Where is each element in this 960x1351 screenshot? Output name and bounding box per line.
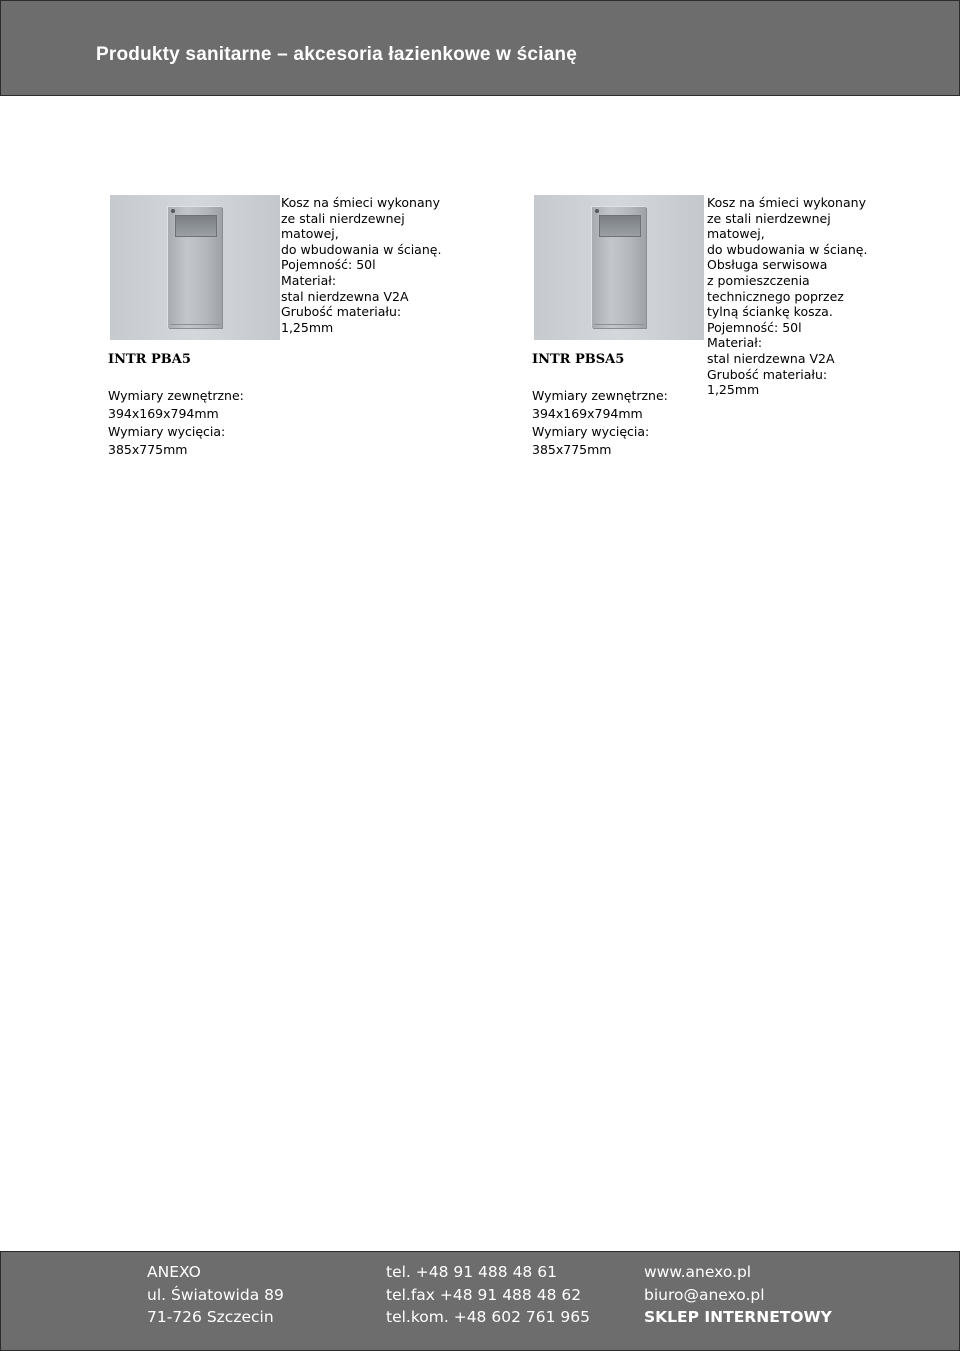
website-link[interactable]: www.anexo.pl bbox=[644, 1263, 752, 1281]
bin-opening bbox=[175, 215, 217, 237]
product-image-intr-pbsa5 bbox=[534, 195, 704, 340]
page-header bbox=[0, 0, 960, 96]
footer-web bbox=[644, 1261, 832, 1329]
product-code: INTR PBSA5 bbox=[532, 352, 625, 367]
page-title: Produkty sanitarne – akcesoria łazienkowe w ścianę bbox=[96, 44, 577, 65]
product-description-intr-pbsa5: Kosz na śmieci wykonany ze stali nierdzewnej matowej, do wbudowania w ścianę. Obsługa serwisowa z pomieszczenia technicznego poprzez tylną ściankę kosza. Pojemność: 50l Materiał: stal nierdzewna V2A Grubość materiału: 1,25mm bbox=[707, 195, 868, 398]
lock-icon bbox=[595, 209, 599, 213]
online-shop-link[interactable]: SKLEP INTERNETOWY bbox=[644, 1308, 832, 1326]
email-link[interactable]: biuro@anexo.pl bbox=[644, 1285, 765, 1304]
page-footer bbox=[0, 1251, 960, 1351]
product-description-intr-pba5: Kosz na śmieci wykonany ze stali nierdzewnej matowej, do wbudowania w ścianę. Pojemność: 50l Materiał: stal nierdzewna V2A Grubość materiału: 1,25mm bbox=[281, 195, 442, 335]
waste-bin-icon bbox=[168, 207, 222, 328]
footer-address: ANEXO ul. Światowida 89 71-726 Szczecin bbox=[147, 1263, 284, 1326]
product-code: INTR PBA5 bbox=[108, 352, 191, 367]
waste-bin-icon bbox=[592, 207, 646, 328]
product-dimensions-intr-pbsa5: Wymiary zewnętrzne: 394x169x794mm Wymiary wycięcia: 385x775mm bbox=[532, 388, 668, 457]
product-image-intr-pba5 bbox=[110, 195, 280, 340]
bin-opening bbox=[599, 215, 641, 237]
product-dimensions-intr-pba5: Wymiary zewnętrzne: 394x169x794mm Wymiary wycięcia: 385x775mm bbox=[108, 388, 244, 457]
lock-icon bbox=[171, 209, 175, 213]
footer-phones: tel. +48 91 488 48 61 tel.fax +48 91 488 48 62 tel.kom. +48 602 761 965 bbox=[386, 1263, 590, 1326]
